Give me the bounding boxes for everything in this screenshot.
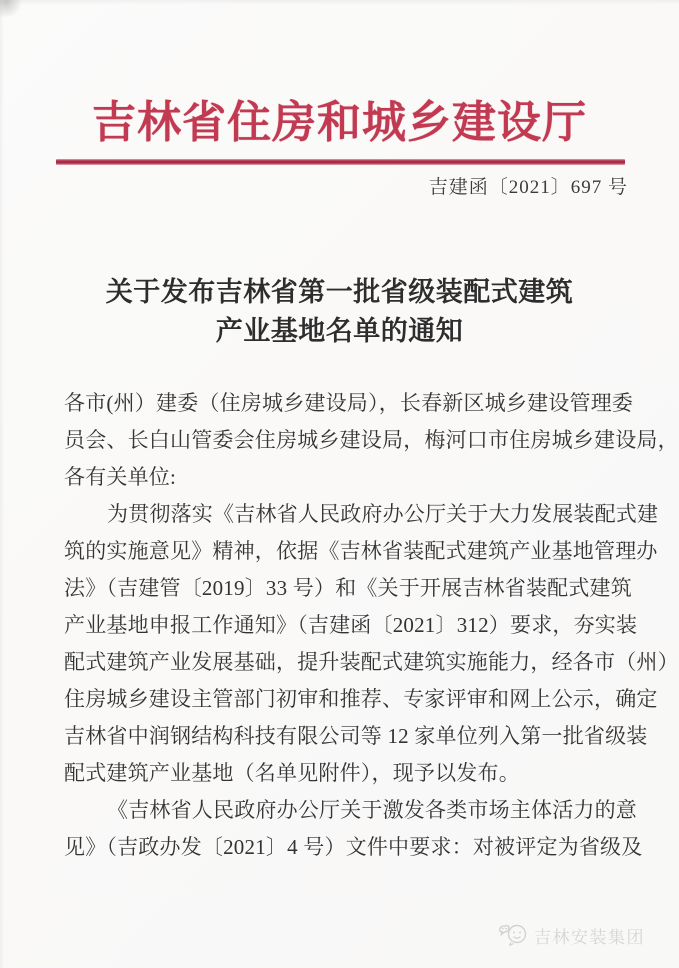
document-title-line-1: 关于发布吉林省第一批省级装配式建筑 (105, 277, 574, 307)
mascot-logo-icon (497, 922, 529, 948)
body-text-line: 各有关单位: (64, 465, 177, 489)
document-title-line-2: 产业基地名单的通知 (215, 316, 464, 346)
body-text-line: 员会、长白山管委会住房城乡建设局，梅河口市住房城乡建设局， (64, 428, 679, 452)
document-body (64, 385, 679, 866)
body-text-line: 吉林省中润钢结构科技有限公司等 12 家单位列入第一批省级装 (64, 724, 648, 748)
watermark-label: 吉林安装集团 (534, 927, 645, 947)
body-text-line: 配式建筑产业基地（名单见附件），现予以发布。 (64, 761, 520, 785)
watermark (497, 922, 645, 948)
body-text-line: 各市(州）建委（住房城乡建设局），长春新区城乡建设管理委 (64, 391, 634, 415)
document-title (0, 273, 679, 351)
body-text-line: 为贯彻落实《吉林省人民政府办公厅关于大力发展装配式建 (107, 502, 659, 526)
agency-name: 吉林省住房和城乡建设厅 (92, 98, 587, 147)
body-text-line: 《吉林省人民政府办公厅关于激发各类市场主体活力的意 (107, 798, 637, 822)
body-text-line: 配式建筑产业发展基础，提升装配式建筑实施能力，经各市（州） (64, 650, 679, 674)
body-text-line: 筑的实施意见》精神，依据《吉林省装配式建筑产业基地管理办 (64, 539, 658, 563)
body-text-line: 见》（吉政办发〔2021〕4 号）文件中要求：对被评定为省级及 (64, 835, 643, 859)
red-divider-rule (56, 159, 625, 165)
body-text-line: 住房城乡建设主管部门初审和推荐、专家评审和网上公示，确定 (64, 687, 658, 711)
body-text-line: 产业基地申报工作通知》（吉建函〔2021〕312）要求，夯实装 (64, 613, 638, 637)
body-text-line: 法》（吉建管〔2019〕33 号）和《关于开展吉林省装配式建筑 (64, 576, 632, 600)
document-number: 吉建函〔2021〕697 号 (428, 177, 628, 198)
